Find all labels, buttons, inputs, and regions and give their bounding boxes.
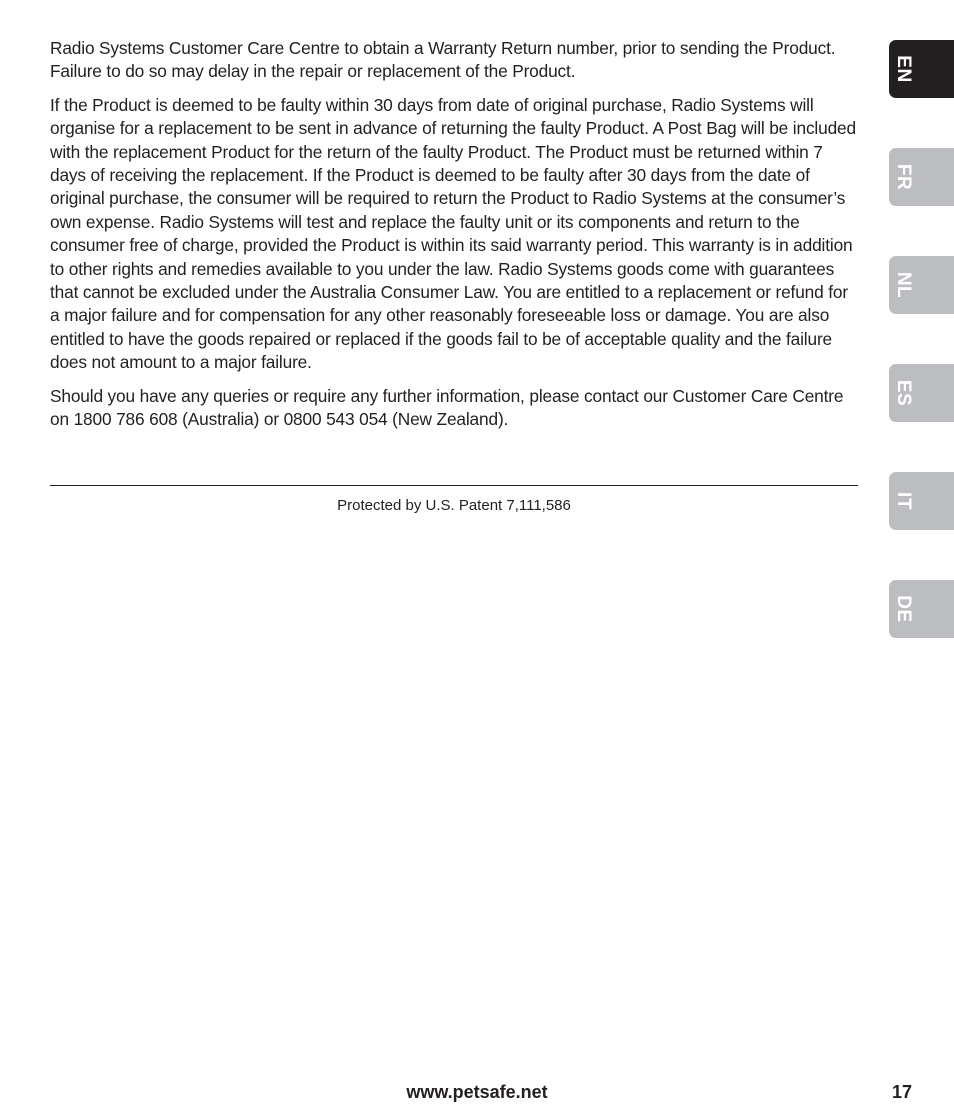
paragraph-contact: Should you have any queries or require any further information, please contact our Customer Care Centre on 1800 786 608 (Australia) or 0800 543 054 (New Zealand). [50,385,844,430]
footer-url: www.petsafe.net [406,1082,548,1102]
language-tab-de[interactable] [889,580,954,638]
paragraph-warranty-return: Radio Systems Customer Care Centre to obtain a Warranty Return number, prior to sending the Product. Failure to do so may delay in the repair or replacement of the Product. [50,38,836,82]
language-tab-nl[interactable] [889,256,954,314]
language-tab-label: FR [893,163,914,191]
section-divider [50,485,858,486]
language-tab-en[interactable] [889,40,954,98]
language-tab-es[interactable] [889,364,954,422]
paragraph-faulty-product: If the Product is deemed to be faulty within 30 days from date of original purchase, Radio Systems will organise for a replacement to be sent in advance of returning the faulty Product. A Post Bag will be included with the replacement Product for the return of the faulty Product. The Product must be returned within 7 days of receiving the replacement. If the Product is deemed to be faulty after 30 days from the date of original purchase, the consumer will be required to return the Product to Radio Systems at the consumer’s own expense. Radio Systems will test and replace the faulty unit or its components and return to the consumer free of charge, provided the Product is within its said warranty period. This warranty is in addition to other rights and remedies available to you under the law. Radio Systems goods come with guarantees that cannot be excluded under the Australia Consumer Law. You are entitled to a replacement or refund for a major failure and for compensation for any other reasonably foreseeable loss or damage. You are also entitled to have the goods repaired or replaced if the goods fail to be of acceptable quality and the failure does not amount to a major failure. [50,94,856,373]
language-tab-fr[interactable] [889,148,954,206]
language-tab-it[interactable] [889,472,954,530]
language-tab-label: ES [893,379,914,407]
language-tab-label: DE [893,595,914,623]
patent-note: Protected by U.S. Patent 7,111,586 [337,497,571,514]
language-tab-label: NL [893,271,914,299]
manual-body [50,37,858,442]
language-tab-label: IT [893,492,914,510]
page-number: 17 [891,1082,913,1102]
language-tab-label: EN [893,55,914,83]
